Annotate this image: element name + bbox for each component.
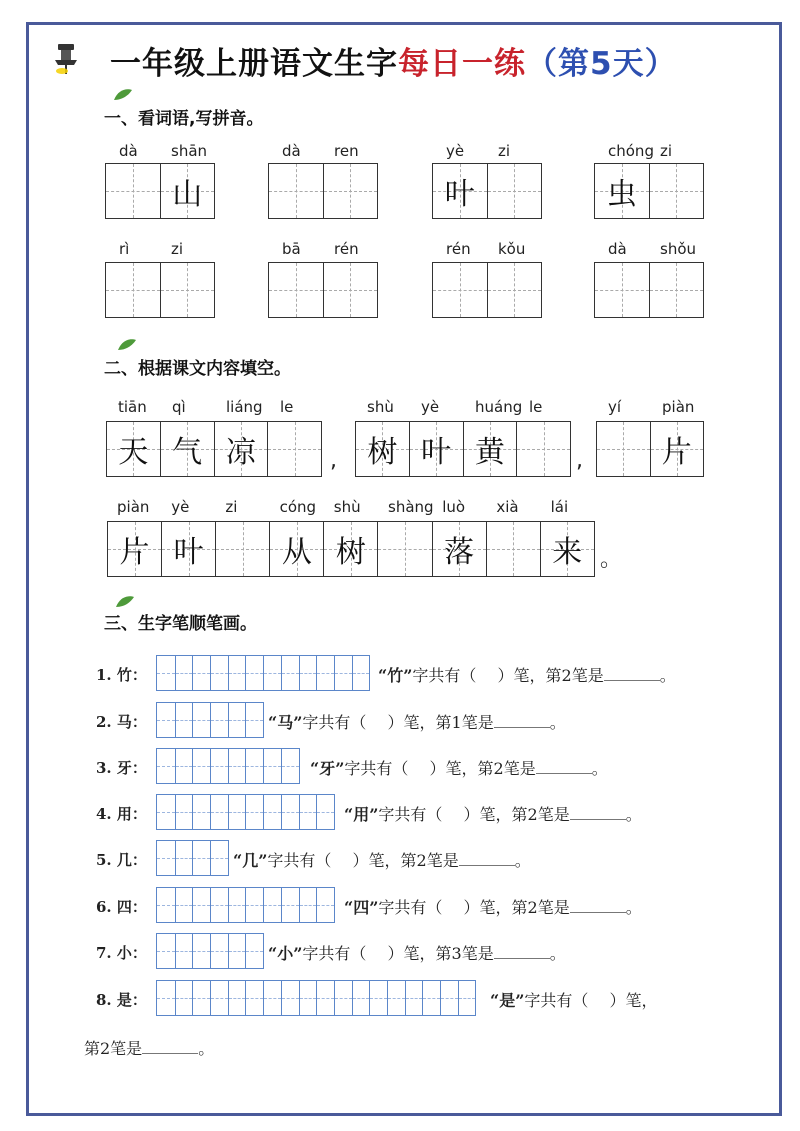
quoted-char: “四” [344, 898, 379, 917]
fill-grid[interactable] [355, 421, 571, 477]
stroke-cell[interactable] [245, 749, 263, 783]
question-text: 字共有（ ）笔，第2笔是 [378, 805, 570, 824]
fill-grid[interactable] [107, 521, 595, 577]
page-title [110, 38, 677, 83]
stroke-cell[interactable] [210, 981, 228, 1015]
grid-char: 片 [119, 535, 150, 570]
quoted-char: “是” [490, 991, 525, 1010]
stroke-cell[interactable] [175, 703, 193, 737]
stroke-cell[interactable] [228, 795, 246, 829]
question-text: 字共有（ ）笔，第2笔是 [344, 759, 536, 778]
grid-char: 虫 [606, 177, 637, 212]
stroke-grid[interactable] [156, 794, 335, 830]
stroke-cell[interactable] [369, 981, 387, 1015]
stroke-cell[interactable] [228, 981, 246, 1015]
question-end: 。 [659, 666, 676, 685]
stroke-cell[interactable] [263, 656, 281, 690]
grid-char: 凉 [225, 435, 256, 470]
stroke-cell[interactable] [157, 841, 175, 875]
grid-cell[interactable] [160, 263, 215, 317]
stroke-grid[interactable] [156, 933, 264, 969]
stroke-cell[interactable] [157, 888, 175, 922]
stroke-row-label: 5. 几： [96, 851, 147, 869]
pinyin-label: yè [421, 398, 440, 416]
stroke-cell[interactable] [299, 795, 317, 829]
stroke-cell[interactable] [157, 656, 175, 690]
quoted-char: “小” [268, 944, 303, 963]
stroke-cell[interactable] [192, 841, 210, 875]
stroke-cell[interactable] [192, 703, 210, 737]
section1-heading: 一、看词语,写拼音。 [104, 109, 264, 129]
title-day-number: 5 [590, 46, 613, 82]
pinyin-label: huáng [475, 398, 523, 416]
pinyin-label: liáng [226, 398, 263, 416]
grid-char: 落 [444, 535, 475, 570]
last-line-end: 。 [198, 1039, 215, 1058]
grid-cell[interactable] [214, 422, 268, 476]
word-grid[interactable] [432, 163, 542, 219]
quoted-char: “竹” [378, 666, 413, 685]
grid-cell[interactable] [432, 522, 486, 576]
stroke-cell[interactable] [175, 981, 193, 1015]
stroke-row-label: 7. 小： [96, 944, 147, 962]
stroke-question [344, 895, 642, 918]
question-end: 。 [514, 851, 531, 870]
stroke-cell[interactable] [192, 981, 210, 1015]
grid-cell[interactable] [433, 263, 487, 317]
pinyin-label: zi [225, 498, 238, 516]
grid-cell[interactable] [269, 164, 323, 218]
grid-cell[interactable] [487, 263, 542, 317]
stroke-row-label: 1. 竹： [96, 666, 147, 684]
pinyin-label: bā [282, 240, 301, 258]
pinyin-label: rì [119, 240, 130, 258]
grid-cell[interactable] [516, 422, 570, 476]
answer-blank[interactable] [494, 714, 550, 728]
stroke-grid[interactable] [156, 655, 370, 691]
grid-cell[interactable] [267, 422, 321, 476]
stroke-row-label: 8. 是： [96, 991, 147, 1009]
pinyin-label: shǒu [660, 240, 697, 258]
stroke-cell[interactable] [387, 981, 405, 1015]
pinyin-label: dà [282, 142, 301, 160]
grid-char: 树 [367, 435, 398, 470]
grid-cell[interactable] [106, 263, 160, 317]
pinyin-label: zi [498, 142, 511, 160]
stroke-grid[interactable] [156, 840, 229, 876]
title-highlight: 每日一练 [398, 46, 526, 82]
stroke-cell[interactable] [210, 841, 228, 875]
last-line [84, 1036, 214, 1059]
grid-char: 来 [552, 535, 583, 570]
stroke-cell[interactable] [228, 934, 246, 968]
stroke-cell[interactable] [316, 656, 334, 690]
stroke-cell[interactable] [281, 656, 299, 690]
quoted-char: “用” [344, 805, 379, 824]
stroke-cell[interactable] [281, 795, 299, 829]
grid-cell[interactable] [323, 522, 377, 576]
answer-blank[interactable] [494, 945, 550, 959]
comma: , [330, 448, 337, 473]
stroke-cell[interactable] [192, 749, 210, 783]
stroke-cell[interactable] [245, 703, 263, 737]
question-end: 。 [625, 898, 642, 917]
grid-cell[interactable] [323, 164, 378, 218]
stroke-question [378, 663, 676, 686]
stroke-question [268, 941, 566, 964]
pinyin-label: piàn [662, 398, 695, 416]
pinyin-label: shù [367, 398, 394, 416]
pinyin-label: luò [442, 498, 466, 516]
answer-blank[interactable] [459, 852, 515, 866]
grid-cell[interactable] [649, 263, 704, 317]
stroke-cell[interactable] [263, 749, 281, 783]
stroke-cell[interactable] [157, 981, 175, 1015]
pinyin-label: le [280, 398, 294, 416]
stroke-cell[interactable] [210, 656, 228, 690]
stroke-cell[interactable] [422, 981, 440, 1015]
stroke-question [344, 802, 642, 825]
stroke-cell[interactable] [245, 656, 263, 690]
stroke-question [490, 988, 658, 1011]
stroke-cell[interactable] [210, 934, 228, 968]
leaf-icon [114, 595, 136, 609]
stroke-cell[interactable] [210, 888, 228, 922]
pinyin-label: rén [446, 240, 471, 258]
period: 。 [600, 547, 623, 572]
stroke-question [233, 848, 531, 871]
word-grid[interactable] [432, 262, 542, 318]
stroke-cell[interactable] [299, 888, 317, 922]
question-end: 。 [549, 944, 566, 963]
stroke-cell[interactable] [316, 981, 334, 1015]
stroke-cell[interactable] [245, 795, 263, 829]
grid-cell[interactable] [160, 422, 214, 476]
grid-cell[interactable] [160, 164, 215, 218]
stroke-cell[interactable] [157, 749, 175, 783]
question-end: 。 [625, 805, 642, 824]
quoted-char: “牙” [310, 759, 345, 778]
grid-cell[interactable] [161, 522, 215, 576]
stroke-cell[interactable] [281, 888, 299, 922]
question-text: 字共有（ ）笔，第2笔是 [378, 898, 570, 917]
stroke-row-label: 3. 牙： [96, 759, 147, 777]
pinyin-label: yè [446, 142, 465, 160]
quoted-char: “马” [268, 713, 303, 732]
grid-cell[interactable] [595, 263, 649, 317]
grid-cell[interactable] [487, 164, 542, 218]
stroke-cell[interactable] [316, 795, 334, 829]
answer-blank[interactable] [570, 899, 626, 913]
stroke-cell[interactable] [334, 981, 352, 1015]
pinyin-label: yè [171, 498, 190, 516]
stroke-cell[interactable] [263, 795, 281, 829]
grid-char: 叶 [173, 535, 204, 570]
stroke-cell[interactable] [228, 703, 246, 737]
stroke-grid[interactable] [156, 887, 335, 923]
stroke-cell[interactable] [281, 981, 299, 1015]
pinyin-label: yí [608, 398, 622, 416]
stroke-cell[interactable] [228, 749, 246, 783]
pinyin-label: zi [660, 142, 673, 160]
stroke-cell[interactable] [281, 749, 299, 783]
pinyin-label: shān [171, 142, 208, 160]
title-day-close: 天） [612, 46, 677, 82]
pinyin-label: tiān [118, 398, 147, 416]
grid-cell[interactable] [323, 263, 378, 317]
fill-grid[interactable] [596, 421, 704, 477]
question-end: 。 [549, 713, 566, 732]
pinyin-label: shàng [388, 498, 434, 516]
question-text: 字共有（ ）笔，第3笔是 [302, 944, 494, 963]
grid-char: 树 [335, 535, 366, 570]
grid-cell[interactable] [595, 164, 649, 218]
answer-blank[interactable] [604, 667, 660, 681]
pinyin-label: xià [496, 498, 519, 516]
question-text: 字共有（ ）笔，第2笔是 [267, 851, 459, 870]
stroke-cell[interactable] [210, 795, 228, 829]
stroke-row-label: 6. 四： [96, 898, 147, 916]
grid-char: 黄 [474, 435, 505, 470]
grid-cell[interactable] [107, 422, 160, 476]
pinyin-label: chóng [608, 142, 654, 160]
stroke-cell[interactable] [157, 934, 175, 968]
stroke-cell[interactable] [405, 981, 423, 1015]
pinyin-label: shù [333, 498, 361, 516]
stroke-cell[interactable] [299, 656, 317, 690]
stroke-cell[interactable] [175, 888, 193, 922]
pinyin-label: rén [334, 240, 359, 258]
stroke-row-label: 4. 用： [96, 805, 147, 823]
stroke-cell[interactable] [440, 981, 458, 1015]
grid-char: 叶 [444, 177, 475, 212]
title-main: 一年级上册语文生字 [110, 46, 398, 82]
grid-cell[interactable] [269, 522, 323, 576]
stroke-cell[interactable] [245, 981, 263, 1015]
grid-cell[interactable] [377, 522, 431, 576]
word-grid[interactable] [268, 262, 378, 318]
grid-cell[interactable] [409, 422, 463, 476]
stroke-cell[interactable] [175, 841, 193, 875]
question-text: 字共有（ ）笔， [524, 991, 658, 1010]
stroke-cell[interactable] [316, 888, 334, 922]
leaf-icon [112, 88, 134, 102]
word-grid[interactable] [594, 262, 704, 318]
grid-cell[interactable] [650, 422, 704, 476]
grid-cell[interactable] [106, 164, 160, 218]
grid-cell[interactable] [433, 164, 487, 218]
answer-blank[interactable] [536, 760, 592, 774]
question-text: 字共有（ ）笔，第2笔是 [412, 666, 604, 685]
word-grid[interactable] [268, 163, 378, 219]
stroke-cell[interactable] [245, 934, 263, 968]
stroke-cell[interactable] [263, 888, 281, 922]
pinyin-label: le [529, 398, 543, 416]
grid-char: 天 [118, 435, 149, 470]
word-grid[interactable] [594, 163, 704, 219]
leaf-icon [116, 338, 138, 352]
stroke-cell[interactable] [352, 981, 370, 1015]
last-line-text: 第2笔是 [84, 1039, 143, 1058]
pinyin-label: qì [172, 398, 186, 416]
fill-grid[interactable] [106, 421, 322, 477]
pinyin-label: dà [608, 240, 627, 258]
answer-blank[interactable] [570, 806, 626, 820]
grid-cell[interactable] [108, 522, 161, 576]
section2-heading: 二、根据课文内容填空。 [104, 359, 291, 379]
stroke-grid[interactable] [156, 702, 264, 738]
grid-char: 片 [661, 435, 692, 470]
stroke-row-label: 2. 马： [96, 713, 147, 731]
pinyin-label: lái [550, 498, 569, 516]
section3-heading: 三、生字笔顺笔画。 [104, 614, 257, 634]
word-grid[interactable] [105, 163, 215, 219]
pushpin-icon [52, 42, 80, 76]
grid-char: 叶 [421, 435, 452, 470]
word-grid[interactable] [105, 262, 215, 318]
stroke-cell[interactable] [192, 934, 210, 968]
question-end: 。 [591, 759, 608, 778]
stroke-cell[interactable] [334, 656, 352, 690]
pinyin-label: piàn [117, 498, 150, 516]
stroke-cell[interactable] [157, 703, 175, 737]
stroke-cell[interactable] [210, 749, 228, 783]
stroke-cell[interactable] [263, 981, 281, 1015]
pinyin-label: ren [334, 142, 359, 160]
pinyin-label: zi [171, 240, 184, 258]
stroke-cell[interactable] [175, 934, 193, 968]
stroke-cell[interactable] [157, 795, 175, 829]
grid-cell[interactable] [486, 522, 540, 576]
stroke-cell[interactable] [192, 888, 210, 922]
pinyin-label: dà [119, 142, 138, 160]
pinyin-label: cóng [279, 498, 317, 516]
pinyin-label: kǒu [498, 240, 526, 258]
stroke-grid[interactable] [156, 748, 300, 784]
question-text: 字共有（ ）笔，第1笔是 [302, 713, 494, 732]
stroke-cell[interactable] [245, 888, 263, 922]
grid-cell[interactable] [269, 263, 323, 317]
stroke-cell[interactable] [192, 656, 210, 690]
stroke-cell[interactable] [228, 888, 246, 922]
quoted-char: “几” [233, 851, 268, 870]
stroke-cell[interactable] [175, 749, 193, 783]
stroke-cell[interactable] [299, 981, 317, 1015]
grid-char: 从 [281, 535, 312, 570]
stroke-cell[interactable] [352, 656, 370, 690]
grid-cell[interactable] [540, 522, 594, 576]
comma: , [576, 448, 583, 473]
stroke-cell[interactable] [175, 656, 193, 690]
grid-cell[interactable] [463, 422, 517, 476]
grid-cell[interactable] [649, 164, 704, 218]
stroke-cell[interactable] [210, 703, 228, 737]
grid-cell[interactable] [597, 422, 650, 476]
stroke-cell[interactable] [228, 656, 246, 690]
stroke-question [310, 756, 608, 779]
answer-blank[interactable] [142, 1040, 198, 1054]
stroke-cell[interactable] [458, 981, 476, 1015]
stroke-cell[interactable] [192, 795, 210, 829]
title-day-open: （第 [526, 46, 590, 82]
grid-cell[interactable] [215, 522, 269, 576]
stroke-grid[interactable] [156, 980, 476, 1016]
stroke-cell[interactable] [175, 795, 193, 829]
grid-char: 气 [172, 435, 203, 470]
grid-char: 山 [172, 177, 203, 212]
grid-cell[interactable] [356, 422, 409, 476]
stroke-question [268, 710, 566, 733]
